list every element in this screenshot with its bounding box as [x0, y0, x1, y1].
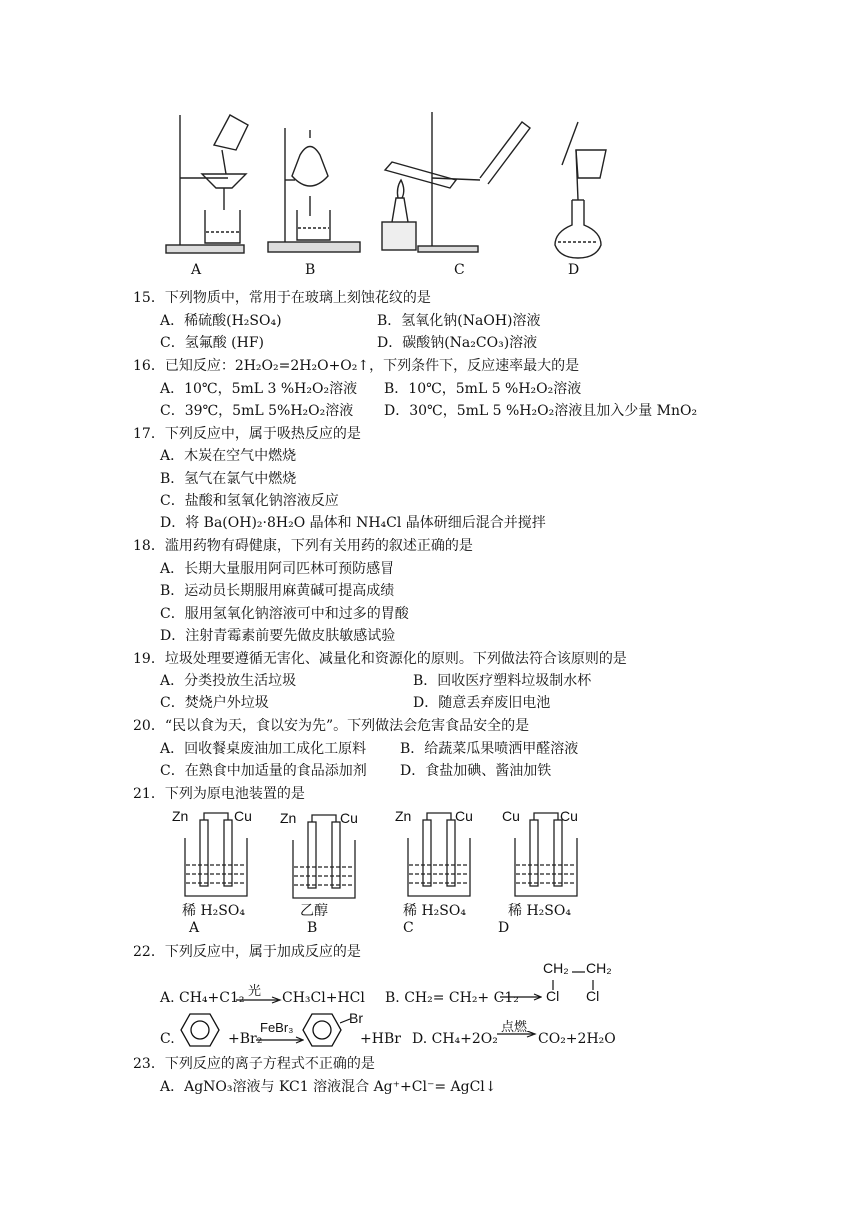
question-23-option-a: A．AgNO₃溶液与 KC1 溶液混合 Ag⁺+Cl⁻= AgCl↓ — [160, 1079, 497, 1095]
question-21-stem: 21．下列为原电池装置的是 — [133, 786, 305, 802]
q22-c-br-substituent: Br — [349, 1010, 363, 1026]
question-17-option-b: B．氢气在氯气中燃烧 — [160, 471, 297, 487]
question-17-option-a: A．木炭在空气中燃烧 — [160, 448, 297, 464]
q22-b-reactants: B. CH₂= CH₂+ C1₂ — [385, 990, 519, 1006]
q22-a-condition: 光 — [248, 984, 262, 999]
cell-d-right-electrode-label: Cu — [560, 808, 578, 824]
question-15-option-d: D．碳酸钠(Na₂CO₃)溶液 — [377, 335, 538, 351]
cell-b-label: B — [307, 920, 318, 936]
cell-d-beaker — [512, 810, 582, 900]
question-18-option-a: A．长期大量服用阿司匹林可预防感冒 — [160, 561, 395, 577]
question-15-option-a: A．稀硫酸(H₂SO₄) — [160, 313, 282, 329]
q22-b-product-bottom-left: Cl — [546, 988, 560, 1004]
cell-c-left-electrode-label: Zn — [395, 808, 412, 824]
question-20-option-d: D．食盐加碘、酱油加铁 — [400, 763, 552, 779]
question-15-stem: 15．下列物质中，常用于在玻璃上刻蚀花纹的是 — [133, 290, 431, 306]
cell-b-left-electrode-label: Zn — [280, 810, 297, 826]
apparatus-b — [268, 128, 360, 252]
q22-d-reactants: D. CH₄+2O₂ — [412, 1031, 498, 1047]
question-15-option-c: C．氢氟酸 (HF) — [160, 335, 265, 351]
apparatus-label-c: C — [454, 262, 465, 278]
question-20-option-a: A．回收餐桌废油加工成化工原料 — [160, 741, 367, 757]
q22-a-arrow-icon — [236, 996, 282, 1004]
apparatus-label-b: B — [305, 262, 316, 278]
apparatus-label-d: D — [568, 262, 580, 278]
question-19-stem: 19．垃圾处理要遵循无害化、减量化和资源化的原则。下列做法符合该原则的是 — [133, 651, 627, 667]
q22-b-product-top-left: CH₂ — [543, 960, 569, 976]
question-22-stem: 22．下列反应中，属于加成反应的是 — [133, 944, 361, 960]
cell-c-solution-label: 稀 H₂SO₄ — [403, 903, 466, 919]
cell-d — [498, 808, 592, 938]
apparatus-figure — [160, 110, 630, 260]
question-18-option-d: D．注射青霉素前要先做皮肤敏感试验 — [160, 628, 396, 644]
benzene-icon — [180, 1012, 220, 1048]
question-16-option-a: A．10℃，5mL 3 %H₂O₂溶液 — [160, 381, 358, 397]
question-17-option-c: C．盐酸和氢氧化钠溶液反应 — [160, 493, 339, 509]
question-16-option-d: D．30℃，5mL 5 %H₂O₂溶液且加入少量 MnO₂ — [384, 403, 698, 419]
cell-d-left-electrode-label: Cu — [502, 808, 520, 824]
q22-c-condition: FeBr₃ — [260, 1020, 294, 1035]
q22-a-reactants: A. CH₄+C1₂ — [160, 990, 245, 1006]
q22-c-hbr: +HBr — [360, 1031, 401, 1047]
question-18-option-b: B．运动员长期服用麻黄碱可提高成绩 — [160, 583, 395, 599]
question-20-stem: 20．“民以食为天，食以安为先”。下列做法会危害食品安全的是 — [133, 718, 530, 734]
cell-a — [172, 808, 262, 938]
cell-b-beaker — [290, 812, 360, 902]
q22-d-arrow-icon — [497, 1031, 537, 1041]
question-16-option-c: C．39℃，5mL 5%H₂O₂溶液 — [160, 403, 354, 419]
question-18-stem: 18．滥用药物有碍健康，下列有关用药的叙述正确的是 — [133, 538, 473, 554]
cell-d-label: D — [498, 920, 510, 936]
cell-a-solution-label: 稀 H₂SO₄ — [182, 903, 245, 919]
q22-d-products: CO₂+2H₂O — [538, 1031, 616, 1047]
question-16-stem: 16．已知反应：2H₂O₂=2H₂O+O₂↑，下列条件下，反应速率最大的是 — [133, 358, 580, 374]
question-17-option-d: D．将 Ba(OH)₂·8H₂O 晶体和 NH₄Cl 晶体研细后混合并搅拌 — [160, 515, 546, 531]
q22-d-condition: 点燃 — [501, 1020, 528, 1035]
cell-a-left-electrode-label: Zn — [172, 808, 189, 824]
question-19-option-d: D．随意丢弃废旧电池 — [413, 695, 551, 711]
q22-c-bromine: +Br₂ — [228, 1031, 263, 1047]
q22-a-products: CH₃Cl+HCl — [282, 990, 365, 1006]
cell-c-beaker — [405, 810, 475, 900]
cell-c-right-electrode-label: Cu — [455, 808, 473, 824]
question-23-stem: 23．下列反应的离子方程式不正确的是 — [133, 1056, 375, 1072]
question-18-option-c: C．服用氢氧化钠溶液可中和过多的胃酸 — [160, 606, 409, 622]
question-19-option-c: C．焚烧户外垃圾 — [160, 695, 269, 711]
bromobenzene-icon — [302, 1012, 344, 1048]
cell-b — [280, 810, 370, 940]
cell-d-solution-label: 稀 H₂SO₄ — [508, 903, 571, 919]
q22-b-product-bottom-right: Cl — [586, 988, 600, 1004]
q22-b-product-top-right: CH₂ — [586, 960, 612, 976]
q22-c-arrow-icon — [256, 1036, 304, 1044]
apparatus-d — [555, 122, 606, 258]
cell-a-label: A — [189, 920, 200, 936]
question-20-option-b: B．给蔬菜瓜果喷洒甲醛溶液 — [400, 741, 579, 757]
question-16-option-b: B．10℃，5mL 5 %H₂O₂溶液 — [384, 381, 582, 397]
cell-c — [395, 808, 485, 938]
cell-a-beaker — [182, 810, 252, 900]
cell-b-right-electrode-label: Cu — [340, 810, 358, 826]
apparatus-a — [166, 115, 248, 253]
question-20-option-c: C．在熟食中加适量的食品添加剂 — [160, 763, 367, 779]
apparatus-label-a: A — [191, 262, 202, 278]
question-17-stem: 17．下列反应中，属于吸热反应的是 — [133, 426, 361, 442]
cell-c-label: C — [403, 920, 414, 936]
question-19-option-b: B．回收医疗塑料垃圾制水杯 — [413, 673, 592, 689]
q22-b-arrow-icon — [500, 993, 542, 1001]
q22-c-label: C. — [160, 1031, 175, 1047]
apparatus-c — [382, 112, 530, 252]
question-19-option-a: A．分类投放生活垃圾 — [160, 673, 297, 689]
question-15-option-b: B．氢氧化钠(NaOH)溶液 — [377, 313, 541, 329]
cell-a-right-electrode-label: Cu — [234, 808, 252, 824]
cell-b-solution-label: 乙醇 — [300, 903, 328, 919]
